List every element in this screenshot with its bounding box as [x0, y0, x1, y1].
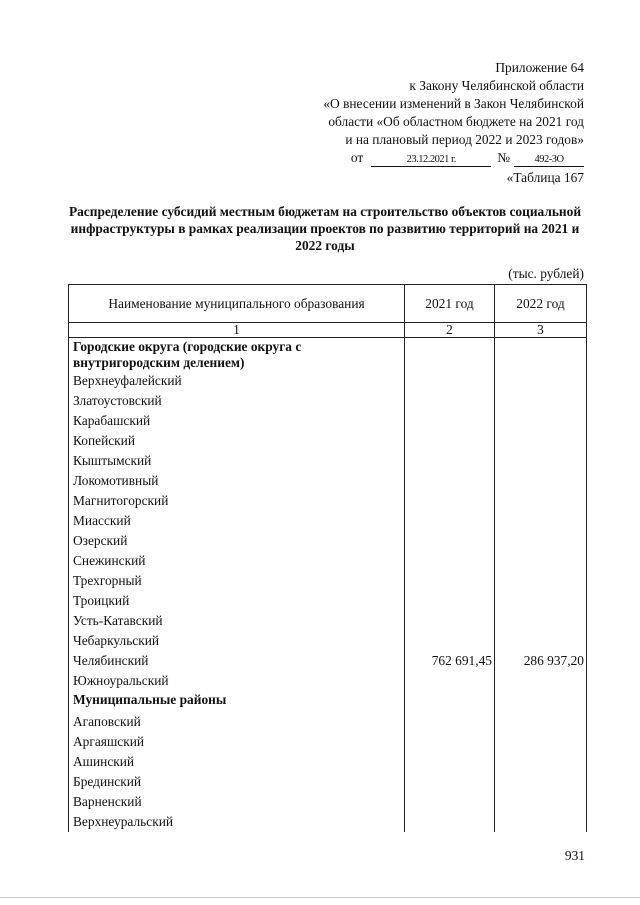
table-row — [69, 631, 587, 651]
number-label: № — [497, 150, 510, 165]
value-2022 — [495, 732, 587, 752]
value-2021 — [405, 431, 495, 451]
value-2022 — [495, 611, 587, 631]
table-row — [69, 732, 587, 752]
municipality-name: Локомотивный — [69, 471, 405, 491]
value-2022 — [495, 471, 587, 491]
table-row — [69, 772, 587, 792]
value-2022 — [495, 371, 587, 391]
header-row — [69, 285, 587, 323]
value-2021 — [405, 772, 495, 792]
value-2022 — [495, 571, 587, 591]
group-name: Муниципальные районы — [69, 691, 405, 712]
from-label: от — [350, 150, 364, 165]
municipality-name: Агаповский — [69, 712, 405, 732]
table-row — [69, 551, 587, 571]
value-2021 — [405, 591, 495, 611]
group-name: Городские округа (городские округа с внутригородским делением) — [69, 338, 405, 372]
value-2022 — [495, 411, 587, 431]
municipality-name: Миасский — [69, 511, 405, 531]
column-number-row — [69, 323, 587, 338]
value-2022 — [495, 591, 587, 611]
header-line: и на плановый период 2022 и 2023 годов» — [345, 132, 584, 147]
group-value-cell — [405, 338, 495, 372]
table-row — [69, 591, 587, 611]
value-2021 — [405, 611, 495, 631]
municipality-name: Чебаркульский — [69, 631, 405, 651]
header-line: «О внесении изменений в Закон Челябинской — [323, 96, 584, 111]
table-row — [69, 511, 587, 531]
value-2021 — [405, 571, 495, 591]
value-2021 — [405, 471, 495, 491]
value-2021 — [405, 551, 495, 571]
column-number: 2 — [405, 323, 495, 338]
header-line: области «Об областном бюджете на 2021 год — [328, 114, 584, 129]
units-label: (тыс. рублей) — [508, 266, 584, 281]
value-2022 — [495, 772, 587, 792]
value-2021: 762 691,45 — [405, 651, 495, 671]
municipality-name: Трехгорный — [69, 571, 405, 591]
table-group-row — [69, 691, 587, 712]
municipality-name: Челябинский — [69, 651, 405, 671]
table-group-row — [69, 338, 587, 372]
column-number: 1 — [69, 323, 405, 338]
value-2021 — [405, 752, 495, 772]
table-header — [69, 285, 587, 323]
municipality-name: Магнитогорский — [69, 491, 405, 511]
law-date: 23.12.2021 г. — [371, 153, 491, 167]
municipality-name: Снежинский — [69, 551, 405, 571]
municipality-name: Брединский — [69, 772, 405, 792]
table-row — [69, 792, 587, 812]
municipality-name: Карабашский — [69, 411, 405, 431]
table-row — [69, 411, 587, 431]
value-2022 — [495, 511, 587, 531]
appendix-header — [323, 59, 584, 167]
table-row — [69, 431, 587, 451]
value-2021 — [405, 712, 495, 732]
group-value-cell — [405, 691, 495, 712]
header-line: к Закону Челябинской области — [409, 78, 584, 93]
table-row — [69, 812, 587, 832]
municipality-name: Ашинский — [69, 752, 405, 772]
value-2022 — [495, 631, 587, 651]
table-label: «Таблица 167 — [506, 170, 584, 185]
municipality-name: Троицкий — [69, 591, 405, 611]
page-number: 931 — [564, 848, 585, 863]
value-2022 — [495, 551, 587, 571]
municipality-name: Аргаяшский — [69, 732, 405, 752]
value-2021 — [405, 511, 495, 531]
value-2022 — [495, 812, 587, 832]
table-row — [69, 371, 587, 391]
table-row — [69, 571, 587, 591]
value-2022 — [495, 391, 587, 411]
law-date-number — [323, 149, 584, 167]
value-2021 — [405, 451, 495, 471]
table-body — [69, 338, 587, 833]
value-2022 — [495, 792, 587, 812]
value-2022 — [495, 531, 587, 551]
municipality-name: Озерский — [69, 531, 405, 551]
column-number: 3 — [495, 323, 587, 338]
column-header-2021: 2021 год — [405, 285, 495, 323]
value-2021 — [405, 491, 495, 511]
value-2021 — [405, 371, 495, 391]
value-2021 — [405, 531, 495, 551]
table-row — [69, 531, 587, 551]
table-row — [69, 471, 587, 491]
value-2022 — [495, 752, 587, 772]
header-line: Приложение 64 — [495, 60, 584, 75]
table-row — [69, 752, 587, 772]
subsidy-table — [68, 284, 587, 832]
value-2021 — [405, 671, 495, 691]
law-number: 492-ЗО — [514, 153, 584, 167]
table-row — [69, 651, 587, 671]
table-row — [69, 451, 587, 471]
municipality-name: Усть-Катавский — [69, 611, 405, 631]
value-2021 — [405, 812, 495, 832]
value-2021 — [405, 411, 495, 431]
table-row — [69, 671, 587, 691]
municipality-name: Варненский — [69, 792, 405, 812]
document-title: Распределение субсидий местным бюджетам на строительство объектов социальной инфраструктуры в рамках реализации проектов по развитию территорий на 2021 и 2022 годы — [68, 204, 582, 253]
value-2022 — [495, 671, 587, 691]
municipality-name: Кыштымский — [69, 451, 405, 471]
municipality-name: Златоустовский — [69, 391, 405, 411]
value-2022: 286 937,20 — [495, 651, 587, 671]
column-header-name: Наименование муниципального образования — [69, 285, 405, 323]
table-row — [69, 391, 587, 411]
value-2022 — [495, 451, 587, 471]
column-number-row-group — [69, 323, 587, 338]
table-row — [69, 491, 587, 511]
value-2022 — [495, 431, 587, 451]
municipality-name: Южноуральский — [69, 671, 405, 691]
municipality-name: Копейский — [69, 431, 405, 451]
value-2021 — [405, 631, 495, 651]
municipality-name: Верхнеуфалейский — [69, 371, 405, 391]
value-2022 — [495, 491, 587, 511]
value-2021 — [405, 391, 495, 411]
page-bottom-rule — [0, 897, 640, 898]
value-2021 — [405, 732, 495, 752]
value-2021 — [405, 792, 495, 812]
group-value-cell — [495, 691, 587, 712]
column-header-2022: 2022 год — [495, 285, 587, 323]
group-value-cell — [495, 338, 587, 372]
municipality-name: Верхнеуральский — [69, 812, 405, 832]
value-2022 — [495, 712, 587, 732]
table-row — [69, 611, 587, 631]
table-row — [69, 712, 587, 732]
